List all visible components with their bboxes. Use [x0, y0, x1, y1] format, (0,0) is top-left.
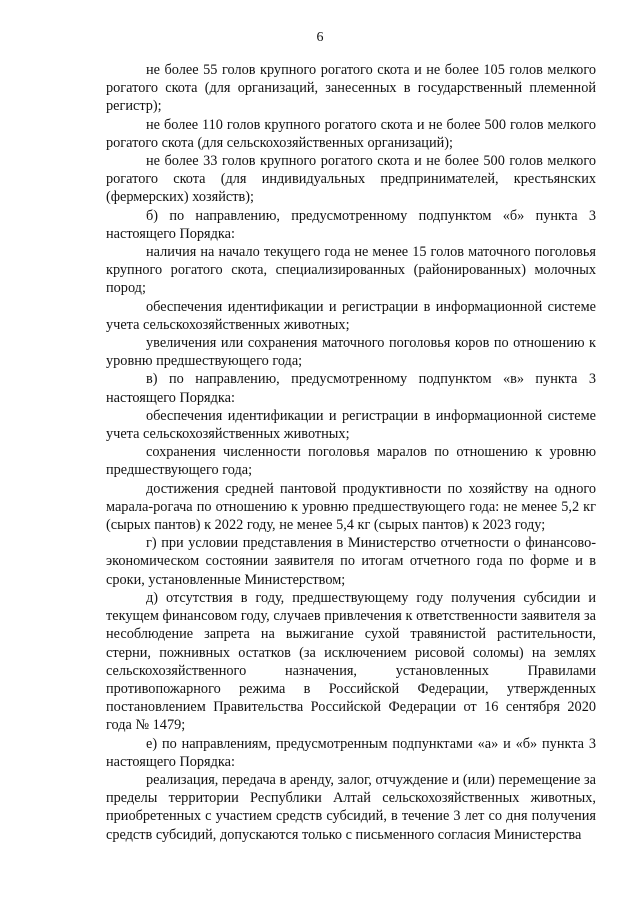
- page-number: 6: [316, 30, 324, 45]
- paragraph-fire-rules-compliance: д) отсутствия в году, предшествующему году получения субсидии и текущем финансовом году, случаев привлечения к ответственности заявителя за несоблюдение запрета на выжигание сухой травянистой растительности, стерни, пожнивных остатков (за исключением рисовой соломы) на землях сельскохозяйственного назначения, установленных Правилами противопожарного режима в Российской Федерации, утвержденных постановлением Правительства Российской Федерации от 16 сентября 2020 года № 1479;: [106, 589, 596, 734]
- paragraph-direction-v: в) по направлению, предусмотренному подпунктом «в» пункта 3 настоящего Порядка:: [106, 371, 596, 406]
- paragraph-livestock-limit-agri-orgs: не более 110 голов крупного рогатого скота и не более 500 голов мелкого рогатого скота (для сельскохозяйственных организаций);: [106, 116, 596, 151]
- paragraph-antler-productivity: достижения средней пантовой продуктивности по хозяйству на одного марала-рогача по отношению к уровню предшествующего года: не менее 5,2 кг (сырых пантов) к 2022 году, не менее 5,4 кг (сырых пантов) к 2023 году;: [106, 480, 596, 534]
- paragraph-breeding-cattle-count: наличия на начало текущего года не менее 15 голов маточного поголовья крупного рогатого скота, специализированных (районированных) молочных пород;: [106, 244, 596, 297]
- paragraph-reporting-condition: г) при условии представления в Министерство отчетности о финансово-экономическом состоянии заявителя по итогам отчетного года по форме и в сроки, установленные Министерством;: [106, 535, 596, 588]
- paragraph-livestock-limit-breeding: не более 55 голов крупного рогатого скота и не более 105 голов мелкого рогатого скота (для организаций, занесенных в государственный племенной регистр);: [106, 62, 596, 115]
- paragraph-direction-e: е) по направлениям, предусмотренным подпунктами «а» и «б» пункта 3 настоящего Порядка:: [106, 735, 596, 770]
- paragraph-direction-b: б) по направлению, предусмотренному подпунктом «б» пункта 3 настоящего Порядка:: [106, 207, 596, 242]
- paragraph-identification-registration: обеспечения идентификации и регистрации в информационной системе учета сельскохозяйственных животных;: [106, 298, 596, 333]
- document-body: [106, 61, 596, 844]
- paragraph-cow-herd-maintenance: увеличения или сохранения маточного поголовья коров по отношению к уровню предшествующего года;: [106, 335, 596, 370]
- paragraph-livestock-limit-farmers: не более 33 голов крупного рогатого скота и не более 500 голов мелкого рогатого скота (для индивидуальных предпринимателей, крестьянских (фермерских) хозяйств);: [106, 153, 596, 206]
- paragraph-identification-registration-maral: обеспечения идентификации и регистрации в информационной системе учета сельскохозяйственных животных;: [106, 407, 596, 443]
- paragraph-maral-herd-maintenance: сохранения численности поголовья маралов по отношению к уровню предшествующего года;: [106, 444, 596, 479]
- paragraph-animal-transfer-restriction: реализация, передача в аренду, залог, отчуждение и (или) перемещение за пределы территории Республики Алтай сельскохозяйственных животных, приобретенных с участием средств субсидий, в течение 3 лет со дня получения средств субсидий, допускаются только с письменного согласия Министерства: [106, 771, 596, 843]
